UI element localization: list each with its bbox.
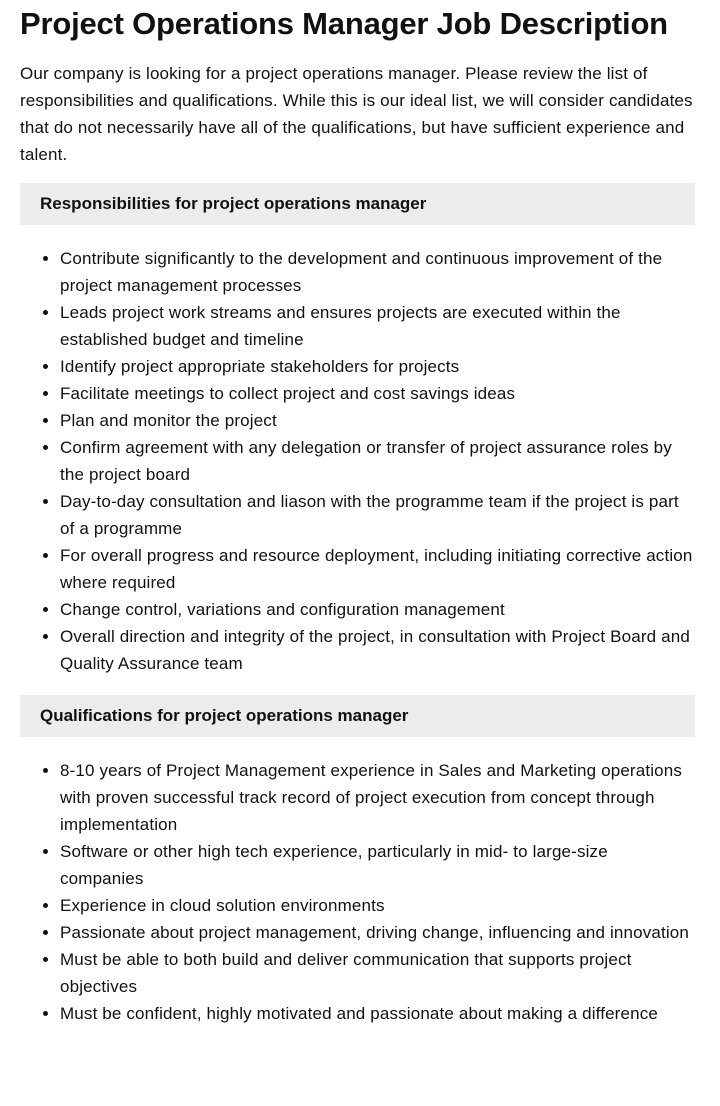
qualifications-heading: Qualifications for project operations manager [20, 695, 695, 737]
list-item: • For overall progress and resource deployment, including initiating corrective action where required [60, 542, 695, 596]
list-item: • Software or other high tech experience, particularly in mid- to large-size companies [60, 838, 695, 892]
responsibilities-section [20, 183, 695, 677]
list-item: • Day-to-day consultation and liason with the programme team if the project is part of a programme [60, 488, 695, 542]
responsibilities-heading: Responsibilities for project operations manager [20, 183, 695, 225]
list-item: • Passionate about project management, driving change, influencing and innovation [60, 919, 695, 946]
list-item: • Leads project work streams and ensures projects are executed within the established budget and timeline [60, 299, 695, 353]
list-item: • Identify project appropriate stakeholders for projects [60, 353, 695, 380]
list-item: • Change control, variations and configuration management [60, 596, 695, 623]
list-item: • Confirm agreement with any delegation or transfer of project assurance roles by the project board [60, 434, 695, 488]
list-item: • Facilitate meetings to collect project and cost savings ideas [60, 380, 695, 407]
list-item: • Must be able to both build and deliver communication that supports project objectives [60, 946, 695, 1000]
list-item: • Contribute significantly to the development and continuous improvement of the project management processes [60, 245, 695, 299]
qualifications-section [20, 695, 695, 1027]
qualifications-list [20, 757, 695, 1027]
list-item: • Must be confident, highly motivated and passionate about making a difference [60, 1000, 695, 1027]
list-item: • Experience in cloud solution environments [60, 892, 695, 919]
page-title: Project Operations Manager Job Description [20, 6, 668, 41]
responsibilities-list [20, 245, 695, 677]
list-item: • Plan and monitor the project [60, 407, 695, 434]
intro-paragraph: Our company is looking for a project operations manager. Please review the list of responsibilities and qualifications. While this is our ideal list, we will consider candidates that do not necessarily have all of the qualifications, but have sufficient experience and talent. [20, 64, 693, 164]
list-item: • Overall direction and integrity of the project, in consultation with Project Board and Quality Assurance team [60, 623, 695, 677]
list-item: • 8-10 years of Project Management experience in Sales and Marketing operations with proven successful track record of project execution from concept through implementation [60, 757, 695, 838]
